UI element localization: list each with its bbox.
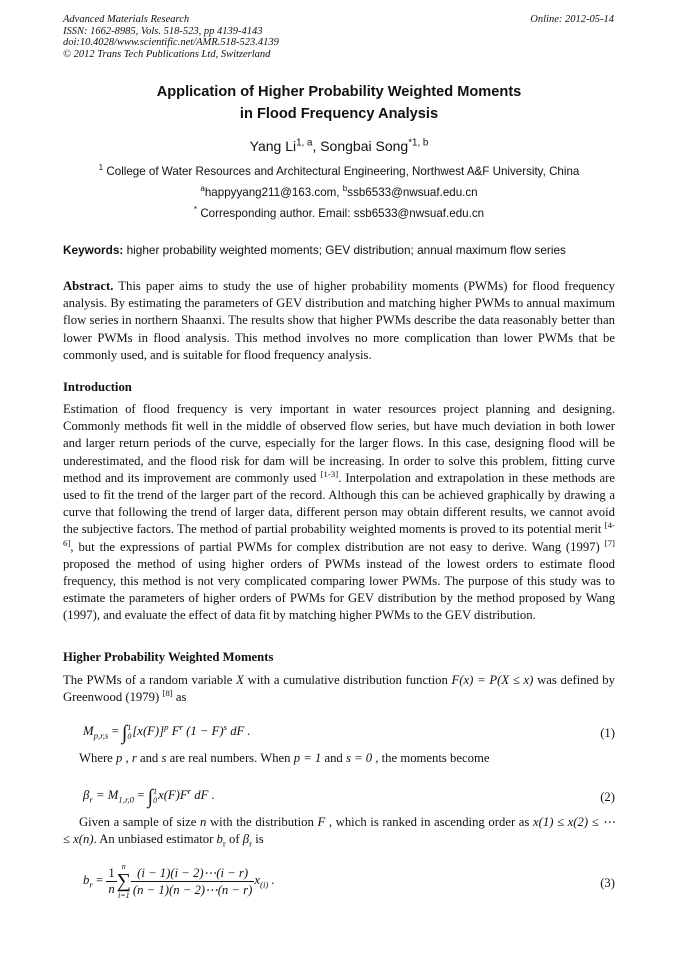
abstract-label: Abstract. bbox=[63, 279, 114, 293]
author-2: Songbai Song bbox=[320, 138, 409, 154]
eq1-upper-limit: 1 bbox=[127, 723, 132, 733]
copyright-line: © 2012 Trans Tech Publications Ltd, Switzerland bbox=[63, 48, 271, 60]
intro-text-3: , but the expressions of partial PWMs for complex distribution are not easy to derive. Wang (1997) bbox=[70, 539, 605, 554]
email-b-mark: b bbox=[342, 184, 348, 194]
email-b: ssb6533@nwsuaf.edu.cn bbox=[347, 186, 478, 199]
eq3-frac-num: 1 bbox=[108, 865, 115, 880]
where-text-1: Where bbox=[79, 751, 116, 765]
hpwm-text-4: as bbox=[172, 690, 187, 705]
affil-text: College of Water Resources and Architectural Engineering, Northwest A&F University, China bbox=[106, 165, 580, 178]
eq1-limits bbox=[127, 723, 131, 741]
where-text-3: and bbox=[136, 751, 162, 765]
author-1: Yang Li bbox=[249, 138, 297, 154]
eq3-denominator: (n − 1)(n − 2)⋯(n − r) bbox=[132, 882, 253, 897]
eq3-x-sub: (i) bbox=[259, 879, 269, 890]
equation-2 bbox=[63, 786, 615, 812]
given-f: F bbox=[317, 815, 326, 829]
eq2-body: x(F)F bbox=[158, 788, 188, 802]
hpwm-text-3: was defined by Greenwood (1979) bbox=[63, 673, 615, 705]
eq3-lhs: b bbox=[83, 872, 90, 887]
given-text-3: , which is ranked in ascending order as bbox=[325, 815, 534, 829]
eq1-equals: = bbox=[108, 724, 122, 738]
eq3-sub: r bbox=[89, 879, 93, 890]
given-n: n bbox=[200, 815, 207, 829]
intro-text-4: proposed the method of using higher orders of PWMs instead of the lowest orders to estimate flood frequency, this method is not very complicated comparing lower PWMs. The purpose of this study was to estimate the parameters of higher orders of PWMs for GEV distribution by the method proposed by Wang (1997), and evaluate the effect of data fit by matching higher PWMs to the GEV distribution. bbox=[63, 556, 615, 623]
abstract bbox=[63, 278, 615, 364]
given-text-1: Given a sample of size bbox=[79, 815, 201, 829]
given-text-5: of bbox=[225, 832, 243, 847]
intro-text-2: . Interpolation and extrapolation in these methods are used to fit the trend of the larger part of the record. Although this can be achieved graphically by drawing a curve that following the trend of larger data, different person may obtain different results, we cannot avoid the subjective factors. The method of partial probability weighted moments is proved to its potential merit bbox=[63, 470, 615, 537]
given-paragraph bbox=[63, 814, 615, 848]
hpwm-text-2: with a cumulative distribution function bbox=[243, 673, 452, 687]
abstract-text: This paper aims to study the use of higher probability moments (PWMs) for flood frequency analysis. By estimating the parameters of GEV distribution and matching higher PWMs to annual maximum flow series in northern Shaanxi. The results show that higher PWMs describe the data reasonably better than lower PWMs in flood analysis. This method involves no more complication than lower PWMs that be commonly used, and is suitable for flood frequency analysis. bbox=[63, 279, 615, 362]
where-p: p bbox=[115, 751, 123, 765]
intro-heading: Introduction bbox=[63, 380, 132, 394]
where-cond-1: p = 1 bbox=[293, 751, 322, 765]
equation-3 bbox=[63, 860, 615, 908]
eq1-lhs: M bbox=[83, 724, 94, 738]
sum-upper: n bbox=[121, 862, 126, 871]
estimator-b: b bbox=[216, 832, 223, 847]
hpwm-heading: Higher Probability Weighted Moments bbox=[63, 650, 274, 664]
where-line bbox=[63, 750, 615, 767]
eq1-p: p bbox=[164, 721, 169, 732]
eq2-limits bbox=[153, 787, 157, 805]
equation-1 bbox=[63, 722, 615, 748]
citation-2: [4-6] bbox=[63, 520, 615, 548]
journal-name: Advanced Materials Research bbox=[63, 14, 190, 25]
author-1-sup: 1, a bbox=[296, 137, 313, 149]
journal-header bbox=[63, 14, 279, 60]
given-text-4: . An unbiased estimator bbox=[93, 832, 217, 847]
eq2-mid: = M bbox=[92, 788, 119, 802]
eq1-mid2: (1 − F) bbox=[182, 724, 224, 738]
keywords-text: higher probability weighted moments; GEV distribution; annual maximum flow series bbox=[123, 243, 566, 257]
eq2-msub: 1,r,0 bbox=[118, 794, 135, 805]
where-cond-2: s = 0 bbox=[345, 751, 373, 765]
eq1-r: r bbox=[179, 721, 183, 732]
equation-2-body bbox=[83, 786, 215, 809]
where-r: r bbox=[131, 751, 137, 765]
doi-line: doi:10.4028/www.scientific.net/AMR.518-523.4139 bbox=[63, 37, 279, 48]
eq1-body: [x(F)] bbox=[132, 724, 165, 738]
equation-3-body bbox=[83, 862, 275, 900]
author-2-sup: *1, b bbox=[408, 137, 429, 149]
eq3-numerator: (i − 1)(i − 2)⋯(i − r) bbox=[131, 865, 254, 882]
order-expr: x(1) ≤ x(2) ≤ ⋯ ≤ x(n) bbox=[63, 815, 616, 847]
affiliation bbox=[63, 165, 615, 178]
author-separator: , bbox=[312, 138, 321, 154]
eq3-fraction-1-over-n bbox=[106, 866, 116, 897]
eq3-fraction-product bbox=[131, 865, 254, 898]
sum-lower: i=1 bbox=[117, 891, 130, 900]
where-text-5: and bbox=[321, 751, 346, 765]
where-text-6: , the moments become bbox=[372, 751, 490, 765]
given-text-6: is bbox=[252, 832, 264, 847]
equation-1-body bbox=[83, 722, 251, 745]
sigma-icon: ∑ bbox=[116, 870, 131, 892]
integral-symbol: ∫ bbox=[147, 786, 154, 808]
corresponding-author bbox=[63, 207, 615, 220]
intro-text-1: Estimation of flood frequency is very important in water resources project planning and designing. Commonly methods fit well in the middle of observed flow series, but have much deviation in both lower and larger return periods of the curve, especially for the larger flows. In this case, designing flood will be underestimated, and the flood risk for dam will be increasing. In order to solve this problem, fitting curve method and its improvement are commonly used bbox=[63, 402, 615, 485]
beta-sub: r bbox=[249, 838, 253, 849]
var-x: X bbox=[236, 673, 244, 687]
integral-symbol: ∫ bbox=[121, 722, 128, 744]
eq2-end: dF . bbox=[191, 788, 215, 802]
eq2-r: r bbox=[187, 785, 192, 796]
eq3-equals: = bbox=[92, 872, 107, 887]
corr-mark: * bbox=[193, 205, 198, 215]
where-text-4: are real numbers. When bbox=[166, 751, 294, 765]
estimator-sub: r bbox=[222, 838, 226, 849]
hpwm-paragraph bbox=[63, 672, 615, 706]
eq3-frac-den: n bbox=[108, 881, 115, 896]
equation-1-number: (1) bbox=[600, 726, 615, 740]
citation-8: [8] bbox=[162, 687, 173, 698]
eq3-x: x bbox=[254, 872, 260, 887]
eq1-lower-limit: 0 bbox=[127, 732, 132, 742]
online-date: Online: 2012-05-14 bbox=[530, 14, 614, 25]
emails bbox=[63, 186, 615, 199]
paper-title bbox=[63, 81, 615, 125]
issn-line: ISSN: 1662-8985, Vols. 518-523, pp 4139-4143 bbox=[63, 25, 263, 37]
authors bbox=[63, 138, 615, 154]
where-text-2: , bbox=[122, 751, 132, 765]
affil-mark: 1 bbox=[98, 163, 104, 173]
eq3-end: . bbox=[268, 872, 275, 887]
eq2-equals: = bbox=[134, 788, 148, 802]
eq1-mid: F bbox=[168, 724, 180, 738]
summation bbox=[117, 862, 131, 900]
citation-1: [1-3] bbox=[320, 468, 339, 479]
intro-paragraph bbox=[63, 401, 615, 625]
given-text-2: with the distribution bbox=[206, 815, 318, 829]
where-s: s bbox=[161, 751, 167, 765]
eq2-lhs: β bbox=[83, 788, 90, 802]
hpwm-text-1: The PWMs of a random variable bbox=[63, 673, 237, 687]
email-a: happyyang211@163.com, bbox=[204, 186, 343, 199]
eq2-lower-limit: 0 bbox=[153, 796, 158, 806]
email-a-mark: a bbox=[200, 184, 205, 194]
keywords-label: Keywords: bbox=[63, 243, 124, 257]
eq1-s: s bbox=[223, 721, 228, 732]
corr-text: Corresponding author. Email: ssb6533@nwsuaf.edu.cn bbox=[200, 207, 485, 220]
citation-3: [7] bbox=[604, 537, 615, 548]
eq1-end: dF . bbox=[227, 724, 251, 738]
keywords bbox=[63, 243, 615, 257]
equation-3-number: (3) bbox=[600, 876, 615, 890]
eq2-upper-limit: 1 bbox=[153, 787, 158, 797]
title-line-2: in Flood Frequency Analysis bbox=[239, 106, 439, 122]
title-line-1: Application of Higher Probability Weighted Moments bbox=[156, 84, 522, 100]
beta-symbol: β bbox=[242, 832, 250, 847]
eq2-sub: r bbox=[89, 794, 93, 805]
eq1-sub: p,r,s bbox=[93, 730, 109, 741]
equation-2-number: (2) bbox=[600, 790, 615, 804]
cdf-expr: F(x) = P(X ≤ x) bbox=[451, 673, 534, 687]
